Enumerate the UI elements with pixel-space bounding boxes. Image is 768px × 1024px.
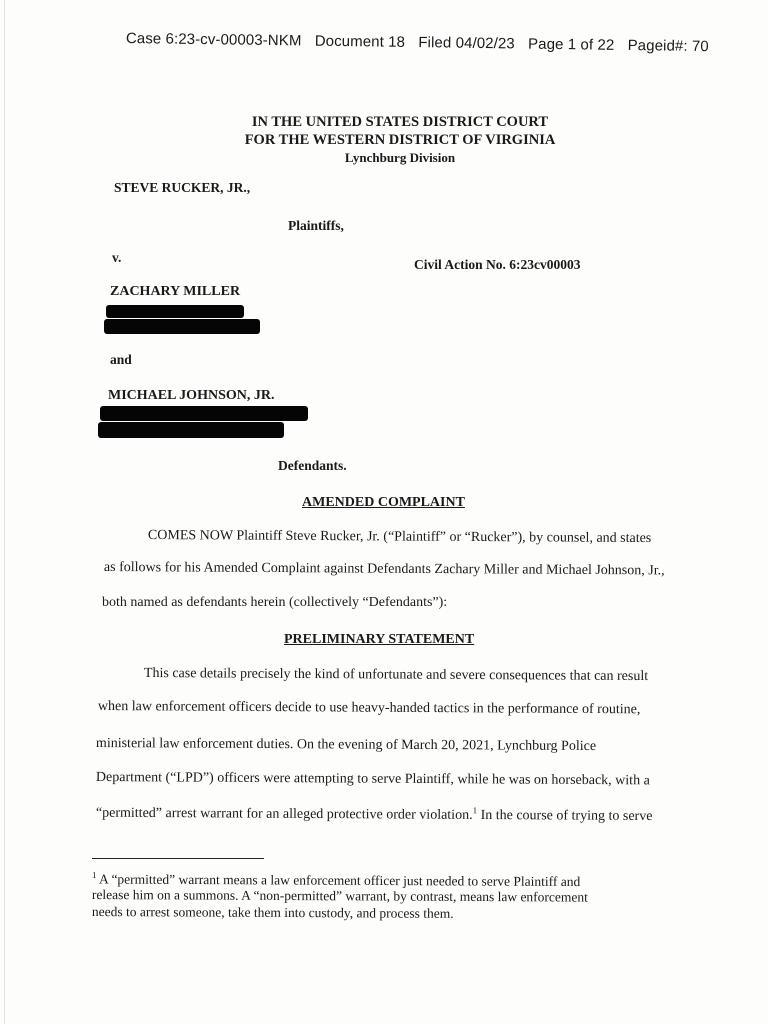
body-text: In the course of trying to serve <box>477 807 653 825</box>
intro-line: as follows for his Amended Complaint against Defendants Zachary Miller and Michael Johnson, Jr., <box>103 560 665 579</box>
redaction-bar <box>106 305 244 318</box>
footnote-reference: 1 <box>472 805 478 816</box>
document-title: AMENDED COMPLAINT <box>302 495 465 510</box>
plaintiffs-label: Plaintiffs, <box>288 218 344 233</box>
court-division: Lynchburg Division <box>344 150 456 165</box>
body-line: Department (“LPD”) officers were attempting to serve Plaintiff, while he was on horseback, with a <box>95 770 650 789</box>
court-name-line2: FOR THE WESTERN DISTRICT OF VIRGINIA <box>244 132 556 148</box>
footnote-marker: 1 <box>91 870 97 881</box>
filed-date: Filed 04/02/23 <box>418 34 515 53</box>
intro-line: both named as defendants herein (collectively “Defendants”): <box>102 595 448 610</box>
body-line <box>96 803 653 825</box>
section-heading: PRELIMINARY STATEMENT <box>284 632 475 647</box>
ecf-header <box>126 30 718 55</box>
defendant-1-name: ZACHARY MILLER <box>110 284 241 299</box>
footnote-line: needs to arrest someone, take them into custody, and process them. <box>91 904 454 921</box>
redaction-bar <box>104 319 260 334</box>
page-count: Page 1 of 22 <box>527 35 615 54</box>
court-name-line1: IN THE UNITED STATES DISTRICT COURT <box>251 114 549 130</box>
footnote-text: A “permitted” warrant means a law enforcement officer just needed to serve Plaintiff and <box>96 871 581 890</box>
document-number: Document 18 <box>314 32 406 51</box>
case-number: Case 6:23-cv-00003-NKM <box>125 30 302 50</box>
body-line: ministerial law enforcement duties. On the evening of March 20, 2021, Lynchburg Police <box>95 736 597 755</box>
page-id: Pageid#: 70 <box>627 37 709 56</box>
versus: v. <box>112 250 122 265</box>
intro-line: COMES NOW Plaintiff Steve Rucker, Jr. (“Plaintiff” or “Rucker”), by counsel, and states <box>147 528 652 547</box>
redaction-bar <box>98 422 284 438</box>
plaintiff-name: STEVE RUCKER, JR., <box>114 180 251 195</box>
redaction-bar <box>100 406 308 421</box>
footnote-divider <box>92 858 264 859</box>
body-text: “permitted” arrest warrant for an alleged protective order violation. <box>95 805 473 823</box>
body-line: when law enforcement officers decide to use heavy-handed tactics in the performance of routine, <box>97 699 641 718</box>
and-connector: and <box>110 352 132 367</box>
body-line: This case details precisely the kind of unfortunate and severe consequences that can result <box>143 666 649 685</box>
defendant-2-name: MICHAEL JOHNSON, JR. <box>108 388 275 403</box>
civil-action-number: Civil Action No. 6:23cv00003 <box>414 257 581 272</box>
footnote-line: release him on a summons. A “non-permitted” warrant, by contrast, means law enforcement <box>91 887 588 905</box>
defendants-label: Defendants. <box>278 458 347 473</box>
